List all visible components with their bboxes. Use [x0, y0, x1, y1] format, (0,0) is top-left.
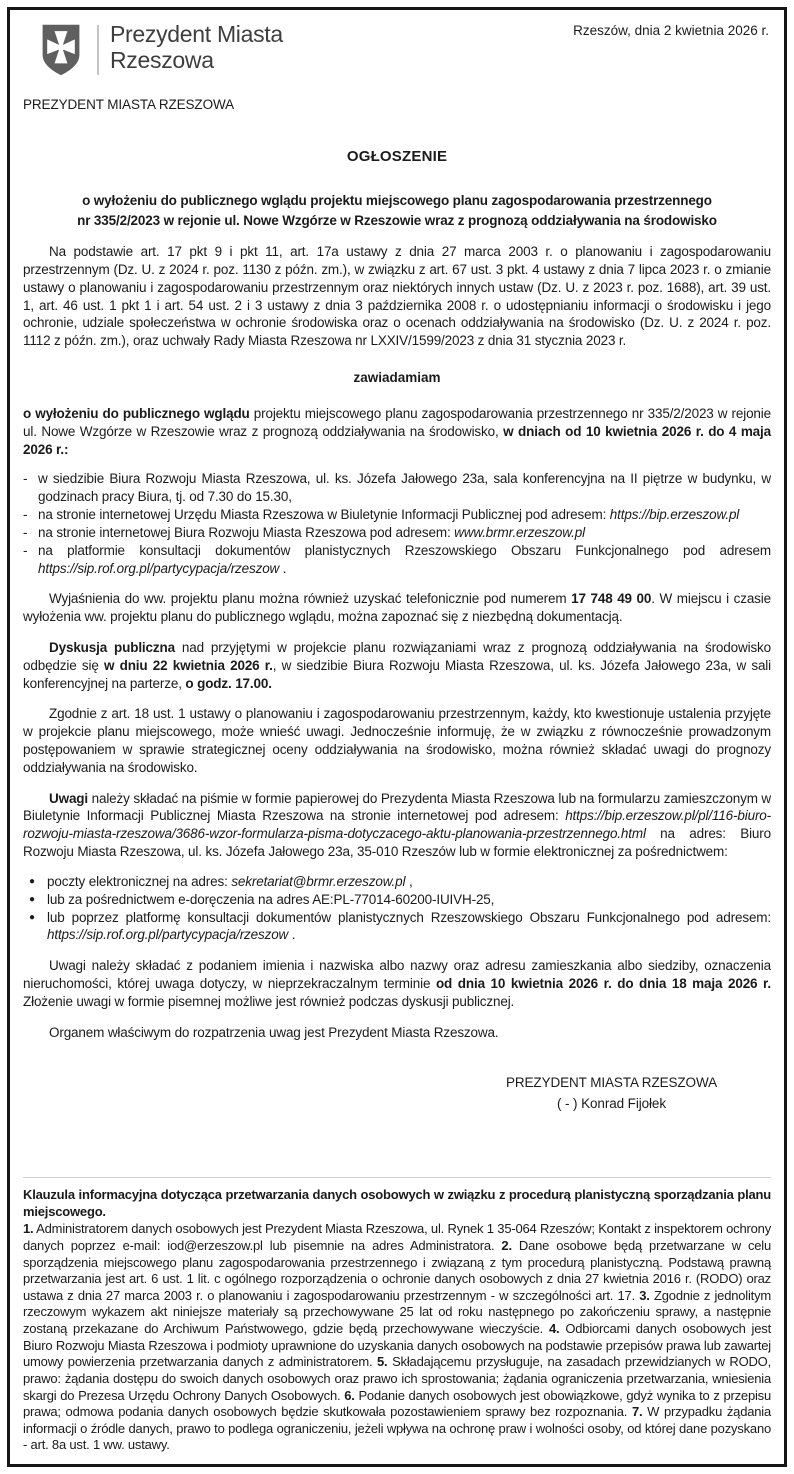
- list-item-text: lub poprzez platformę konsultacji dokumentów planistycznych Rzeszowskiego Obszaru Funkcjonalnego pod adresem: https://sip.rof.org.pl/partycypacja/rzeszow .: [47, 909, 771, 943]
- paragraph-notice: o wyłożeniu do publicznego wglądu projektu miejscowego planu zagospodarowania przestrzennego nr 335/2/2023 w rejonie ul. Nowe Wzgórze w Rzeszowie wraz z prognozą oddziaływania na środowisko, w dniach od 10 kwietnia 2026 r. do 4 maja 2026 r.:: [23, 406, 771, 457]
- list-item-text: poczty elektronicznej na adres: sekretariat@brmr.erzeszow.pl ,: [47, 873, 413, 889]
- document-header: [23, 18, 771, 79]
- rodo-body: 1. Administratorem danych osobowych jest Prezydent Miasta Rzeszowa, ul. Rynek 1 35-064 Rzeszów; Kontakt z inspektorem ochrony danych poprzez e-mail: iod@erzeszow.pl lub pisemnie na adres Administratora. 2. Dane osobowe będą przetwarzane w celu sporządzenia miejscowego planu zagospodarowania przestrzennego i związaną z tym procedurą planistyczną. Podstawą prawną przetwarzania jest art. 6 ust. 1 lit. c ogólnego rozporządzenia o ochronie danych osobowych z dnia 27 kwietnia 2016 r. (RODO) oraz ustawa z dnia 27 marca 2003 r. o planowaniu i zagospodarowaniu przestrzennym - w szczególności art. 17. 3. Zgodnie z jednolitym rzeczowym wykazem akt niniejsze materiały są przechowywane 25 lat od roku następnego po zakończeniu sprawy, a następnie zostaną przekazane do Archiwum Państwowego, gdzie będą przechowywane wieczyście. 4. Odbiorcami danych osobowych jest Biuro Rozwoju Miasta Rzeszowa i podmioty uprawnione do uzyskania danych osobowych na podstawie przepisów prawa lub zawartej umowy powierzenia przetwarzania danych z administratorem. 5. Składającemu przysługuje, na zasadach przewidzianych w RODO, prawo: żądania dostępu do swoich danych osobowych oraz prawo ich sprostowania; żądania ograniczenia przetwarzania, wniesienia skargi do Prezesa Urzędu Ochrony Danych Osobowych. 6. Podanie danych osobowych jest obowiązkowe, gdyż wynika to z przepisu prawa; odmowa podania danych osobowych będzie skutkowała pozostawieniem sprawy bez rozpoznania. 7. W przypadku żądania informacji o źródle danych, prawo to podlega ograniczeniu, jeżeli wpływa na ochronę praw i wolności osoby, od której dane pozyskano - art. 8a ust. 1 ww. ustawy.: [23, 1221, 772, 1453]
- list-item-text: lub za pośrednictwem e-doręczenia na adres AE:PL-77014-60200-IUIVH-25,: [47, 891, 495, 907]
- brand-divider: [97, 25, 99, 75]
- signature-title: PREZYDENT MIASTA RZESZOWA: [505, 1075, 717, 1091]
- list-marker: -: [23, 471, 28, 487]
- list-item: [23, 506, 771, 524]
- list-item-text: na platformie konsultacji dokumentów planistycznych Rzeszowskiego Obszaru Funkcjonalnego pod adresem https://sip.rof.org.pl/partycypacja/rzeszow .: [38, 542, 771, 576]
- brand-name-line1: Prezydent Miasta: [110, 21, 283, 47]
- notify-word: zawiadamiam: [353, 370, 441, 385]
- list-item: [23, 891, 771, 909]
- rodo-clause: [23, 1177, 771, 1454]
- list-item-text: w siedzibie Biura Rozwoju Miasta Rzeszowa, ul. ks. Józefa Jałowego 23a, sala konferencyjna na II piętrze w budynku, w godzinach pracy Biura, tj. od 7.30 do 15.30,: [38, 471, 771, 505]
- list-marker: -: [23, 542, 28, 558]
- paragraph-remarks-submission: Uwagi należy składać na piśmie w formie papierowej do Prezydenta Miasta Rzeszowa lub na formularzu zamieszczonym w Biuletynie Informacji Publicznej Miasta Rzeszowa na stronie internetowej pod adresem: https://bip.erzeszow.pl/pl/116-biuro-rozwoju-miasta-rzeszowa/3686-wzor-formularza-pisma-dotyczacego-aktu-planowania-przestrzennego.html na adres: Biuro Rozwoju Miasta Rzeszowa, ul. ks. Józefa Jałowego 23a, 35-010 Rzeszów lub w formie elektronicznej za pośrednictwem:: [23, 790, 771, 860]
- list-item: [23, 909, 771, 945]
- rodo-heading: Klauzula informacyjna dotycząca przetwarzania danych osobowych w związku z procedurą planistyczną sporządzania planu miejscowego.: [23, 1187, 771, 1219]
- bullet-marker: ●: [29, 911, 35, 923]
- list-marker: -: [23, 524, 28, 540]
- issuer-line: PREZYDENT MIASTA RZESZOWA: [23, 97, 235, 112]
- paragraph-explanations: Wyjaśnienia do ww. projektu planu można również uzyskać telefonicznie pod numerem 17 748 49 00. W miejscu i czasie wyłożenia ww. projektu planu do publicznego wglądu, można zapoznać się z niezbędną dokumentacją.: [23, 591, 771, 625]
- list-item: [23, 873, 771, 891]
- exhibition-locations-list: [23, 470, 771, 577]
- document-border-frame: [7, 7, 787, 1467]
- rzeszow-coat-of-arms-icon: [38, 21, 84, 79]
- paragraph-legal-basis: Na podstawie art. 17 pkt 9 i pkt 11, art. 17a ustawy z dnia 27 marca 2003 r. o planowaniu i zagospodarowaniu przestrzennym (Dz. U. z 2024 r. poz. 1130 z późn. zm.), w związku z art. 67 ust. 3 pkt. 4 ustawy z dnia 7 lipca 2023 r. o zmianie ustawy o planowaniu i zagospodarowaniu przestrzennym oraz niektórych innych ustaw (Dz. U. z 2023 r. poz. 1688), art. 39 ust. 1, art. 46 ust. 1 pkt 1 i art. 54 ust. 2 i 3 ustawy z dnia 3 października 2008 r. o udostępnianiu informacji o środowisku i jego ochronie, udziale społeczeństwa w ochronie środowiska oraz o ocenach oddziaływania na środowisko (Dz. U. z 2024 r. poz. 1112 z późn. zm.), oraz uchwały Rady Miasta Rzeszowa nr LXXIV/1599/2023 z dnia 31 stycznia 2023 r.: [23, 244, 771, 349]
- paragraph-public-discussion: Dyskusja publiczna nad przyjętymi w projekcie planu rozwiązaniami wraz z prognozą oddziaływania na środowisko odbędzie się w dniu 22 kwietnia 2026 r., w siedzibie Biura Rozwoju Miasta Rzeszowa, ul. ks. Józefa Jałowego 23a, w sali konferencyjnej na parterze, o godz. 17.00.: [23, 639, 772, 691]
- announcement-subtitle-line2: nr 335/2/2023 w rejonie ul. Nowe Wzgórze w Rzeszowie wraz z prognozą oddziaływania na środowisko: [77, 212, 717, 228]
- list-item: [23, 470, 771, 506]
- bullet-marker: ●: [29, 893, 35, 905]
- paragraph-authority: Organem właściwym do rozpatrzenia uwag jest Prezydent Miasta Rzeszowa.: [49, 1024, 499, 1040]
- announcement-title: OGŁOSZENIE: [346, 148, 448, 165]
- list-item: [23, 542, 771, 578]
- announcement-subtitle-line1: o wyłożeniu do publicznego wglądu projektu miejscowego planu zagospodarowania przestrzennego: [82, 193, 712, 208]
- document-date: Rzeszów, dnia 2 kwietnia 2026 r.: [573, 23, 769, 38]
- announcement-subtitle: [23, 191, 771, 230]
- brand-name: [110, 21, 283, 73]
- bullet-marker: ●: [29, 875, 35, 887]
- brand-name-line2: Rzeszowa: [110, 47, 214, 74]
- list-marker: -: [23, 507, 28, 523]
- signature-block: [506, 1073, 717, 1114]
- paragraph-remarks-law: Zgodnie z art. 18 ust. 1 ustawy o planowaniu i zagospodarowaniu przestrzennym, każdy, kto kwestionuje ustalenia przyjęte w projekcie planu miejscowego, może wnieść uwagi. Jednocześnie informuję, że w związku z równocześnie prowadzonym postępowaniem w sprawie strategicznej oceny oddziaływania na środowisko, można również składać uwagi do prognozy oddziaływania na środowisko.: [23, 706, 771, 775]
- signature-name: ( - ) Konrad Fijołek: [556, 1095, 666, 1111]
- list-item-text: na stronie internetowej Biura Rozwoju Miasta Rzeszowa pod adresem: www.brmr.erzeszow.pl: [38, 524, 585, 540]
- paragraph-deadline: Uwagi należy składać z podaniem imienia i nazwiska albo nazwy oraz adresu zamieszkania albo siedziby, oznaczenia nieruchomości, której uwaga dotyczy, w nieprzekraczalnym terminie od dnia 10 kwietnia 2026 r. do dnia 18 maja 2026 r. Złożenie uwagi w formie pisemnej możliwe jest również podczas dyskusji publicznej.: [23, 958, 771, 1009]
- list-item-text: na stronie internetowej Urzędu Miasta Rzeszowa w Biuletynie Informacji Publicznej pod adresem: https://bip.erzeszow.pl: [38, 507, 740, 523]
- submission-channels-list: [23, 873, 771, 944]
- list-item: [23, 524, 771, 542]
